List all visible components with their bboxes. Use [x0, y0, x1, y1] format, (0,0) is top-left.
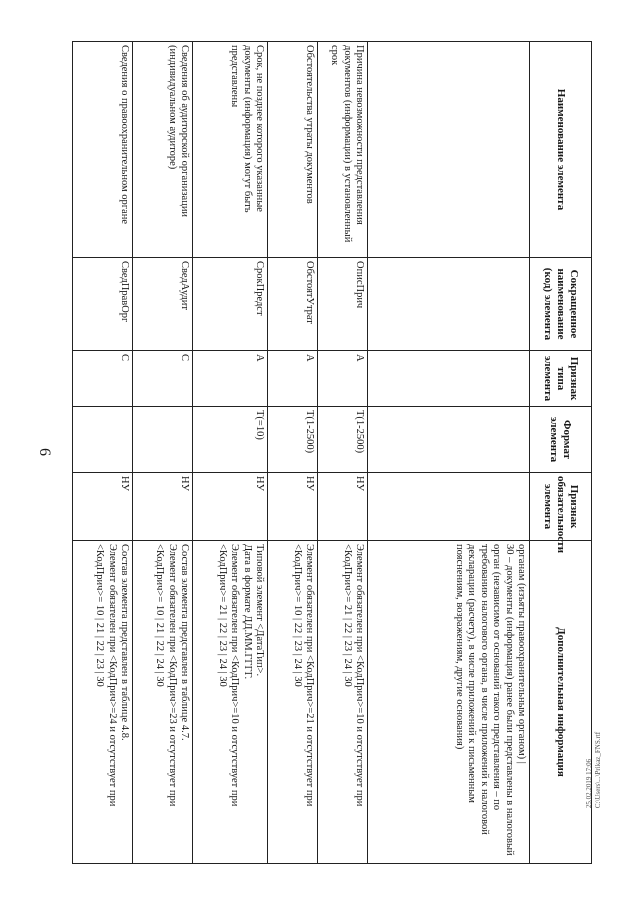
info-line: Элемент обязателен при <КодПрич>=10 и отсутствует при: [354, 544, 365, 807]
table-row: [193, 42, 268, 864]
cell-code: СведАудит: [133, 258, 193, 351]
stamp-date: 25.02.2019 17:06: [585, 758, 593, 809]
cell-format: [133, 407, 193, 473]
cell-required: НУ: [73, 473, 133, 541]
cell-info: [73, 541, 133, 864]
cell-format: [73, 407, 133, 473]
cell-format: T(=10): [193, 407, 268, 473]
header-short-name: Сокращенное наименование (код) элемента: [530, 258, 592, 351]
table-row: [318, 42, 368, 864]
cell-code: СведПравОрг: [73, 258, 133, 351]
table-row: [268, 42, 318, 864]
rotated-table-frame: [73, 41, 592, 863]
cell-info: [318, 541, 368, 864]
cell-element-name: Срок, не позднее которого указанные документы (информация) могут быть представлены: [193, 42, 268, 258]
cell-element-name: Причина невозможности представления документов (информации) в установленный срок: [318, 42, 368, 258]
cell-type: С: [73, 351, 133, 407]
info-line: <КодПрич>= 10 | 22 | 23 | 24 | 30: [291, 544, 303, 687]
info-line: органам (изъяты правоохранительным органом) |: [516, 544, 527, 764]
cell-info: [268, 541, 318, 864]
table-header-row: [530, 42, 592, 864]
info-line: <КодПрич>= 10 | 21 | 22 | 23 | 30: [94, 544, 106, 687]
cell-code: ОбстоятУтрат: [268, 258, 318, 351]
page-number: 6: [36, 448, 53, 456]
stamp-path: C:\Users\...\Prikaz_FNS.rtf: [594, 731, 602, 809]
info-line: Дата в формате ДД.ММ.ГГГГ.: [241, 544, 253, 680]
header-format: Формат элемента: [530, 407, 592, 473]
info-line: Элемент обязателен при <КодПрич>=23 и отсутствует при: [166, 544, 178, 807]
table-row: [73, 42, 133, 864]
info-line: Типовой элемент <ДатаТип>.: [254, 544, 265, 677]
info-line: Состав элемента представлен в таблице 4.8.: [119, 544, 130, 741]
cell-element-name: Сведения о правоохранительном органе: [73, 42, 133, 258]
header-type-flag: Признак типа элемента: [530, 351, 592, 407]
header-required-flag: Признак обязательности элемента: [530, 473, 592, 541]
cell-code: ОписПрич: [318, 258, 368, 351]
cell-type: С: [133, 351, 193, 407]
cell-info: [193, 541, 268, 864]
cell-required: НУ: [318, 473, 368, 541]
cell-required: НУ: [193, 473, 268, 541]
cell-element-name: Обстоятельства утраты документов: [268, 42, 318, 258]
info-line: <КодПрич>= 21 | 22 | 23 | 24 | 30: [341, 544, 353, 687]
header-additional-info: Дополнительная информация: [530, 541, 592, 864]
info-line: Состав элемента представлен в таблице 4.7.: [179, 544, 190, 741]
cell-required: НУ: [268, 473, 318, 541]
info-line: Элемент обязателен при <КодПрич>=24 и отсутствует при: [106, 544, 118, 807]
table-row: [133, 42, 193, 864]
cell-element-name: Сведения об аудиторской организации (индивидуальном аудиторе): [133, 42, 193, 258]
cell-format: T(1-2500): [268, 407, 318, 473]
info-line: 30 – документы (информация) ранее были представлены в налоговый орган (независимо от оснований такого представления – по требованию налогового органа, в числе приложений к налоговой декларации (расчету), в числе приложений к письменным пояснениям, возражениям, другие основания): [454, 544, 515, 856]
continuation-info: [368, 541, 530, 864]
element-spec-table: [72, 41, 592, 864]
cell-type: А: [268, 351, 318, 407]
info-line: Элемент обязателен при <КодПрич>=21 и отсутствует при: [304, 544, 315, 807]
cell-type: А: [193, 351, 268, 407]
cell-type: А: [318, 351, 368, 407]
info-line: <КодПрич>= 10 | 21 | 22 | 24 | 30: [154, 544, 166, 687]
header-element-name: Наименование элемента: [530, 42, 592, 258]
info-line: Элемент обязателен при <КодПрич>=10 и отсутствует при: [229, 544, 241, 807]
table-row-continuation: [368, 42, 530, 864]
cell-required: НУ: [133, 473, 193, 541]
cell-code: СрокПредст: [193, 258, 268, 351]
cell-info: [133, 541, 193, 864]
info-line: <КодПрич>= 21 | 22 | 23 | 24 | 30: [216, 544, 228, 687]
cell-format: T(1-2500): [318, 407, 368, 473]
